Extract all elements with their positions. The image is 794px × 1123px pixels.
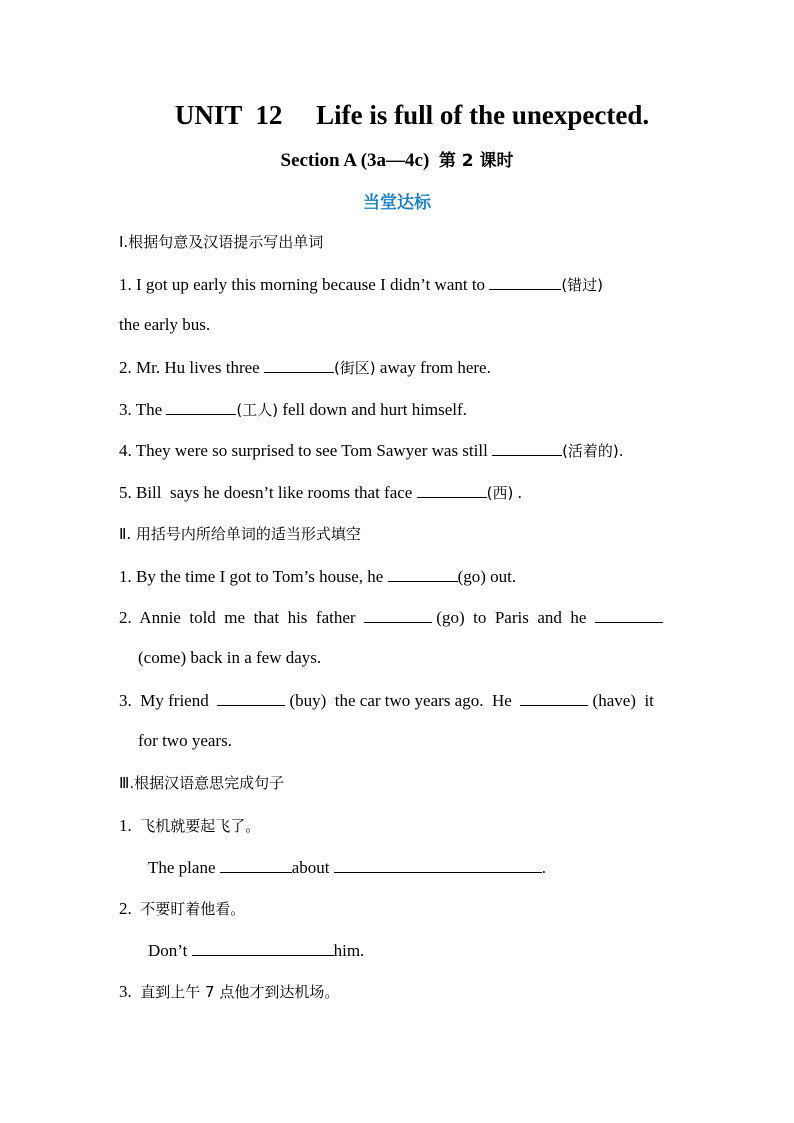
answer-blank[interactable] [489, 273, 561, 290]
answer-blank[interactable] [217, 689, 285, 706]
answer-blank[interactable] [388, 565, 458, 582]
section-tag: 当堂达标 [363, 193, 431, 213]
page-title: UNIT 12 Life is full of the unexpected. [174, 100, 650, 130]
part2-question-1: 1. By the time I got to Tom’s house, he (go) out. [119, 567, 517, 586]
subtitle-english: Section A (3a—4c) [280, 150, 439, 171]
answer-blank[interactable] [334, 856, 542, 873]
part2-question-3: 3. My friend (buy) the car two years ago. He (have) it [119, 691, 654, 710]
answer-blank[interactable] [364, 606, 432, 623]
part3-question-2-prompt: 2. 不要盯着他看。 [119, 899, 246, 918]
answer-blank[interactable] [417, 481, 487, 498]
part3-question-2-answer: Don’t him. [148, 941, 365, 960]
part2-heading: Ⅱ. 用括号内所给单词的适当形式填空 [119, 525, 361, 543]
part1-heading: Ⅰ.根据句意及汉语提示写出单词 [119, 233, 324, 251]
part1-question-3: 3. The (工人) fell down and hurt himself. [119, 400, 467, 419]
part1-question-1-continued: the early bus. [119, 315, 211, 334]
part1-question-1: 1. I got up early this morning because I didn’t want to (错过) [119, 275, 604, 294]
part2-question-3-continued: for two years. [138, 731, 232, 750]
answer-blank[interactable] [166, 398, 236, 415]
section-subtitle [0, 146, 794, 172]
part3-question-3-prompt: 3. 直到上午 7 点他才到达机场。 [119, 982, 340, 1001]
part3-question-1-answer: The plane about . [148, 858, 547, 877]
answer-blank[interactable] [595, 606, 663, 623]
part2-question-2-continued: (come) back in a few days. [138, 648, 322, 667]
part2-question-2: 2. Annie told me that his father (go) to Paris and he [119, 606, 663, 629]
part3-heading: Ⅲ.根据汉语意思完成句子 [119, 774, 285, 792]
answer-blank[interactable] [520, 689, 588, 706]
part3-question-1-prompt: 1. 飞机就要起飞了。 [119, 816, 261, 835]
part1-question-2: 2. Mr. Hu lives three (街区) away from here. [119, 358, 491, 377]
part1-question-4: 4. They were so surprised to see Tom Sawyer was still (活着的). [119, 441, 624, 460]
subtitle-chinese: 第 2 课时 [438, 151, 514, 171]
answer-blank[interactable] [192, 939, 334, 956]
part1-question-5: 5. Bill says he doesn’t like rooms that face (西) . [119, 483, 522, 502]
answer-blank[interactable] [264, 356, 334, 373]
answer-blank[interactable] [220, 856, 292, 873]
answer-blank[interactable] [492, 439, 562, 456]
